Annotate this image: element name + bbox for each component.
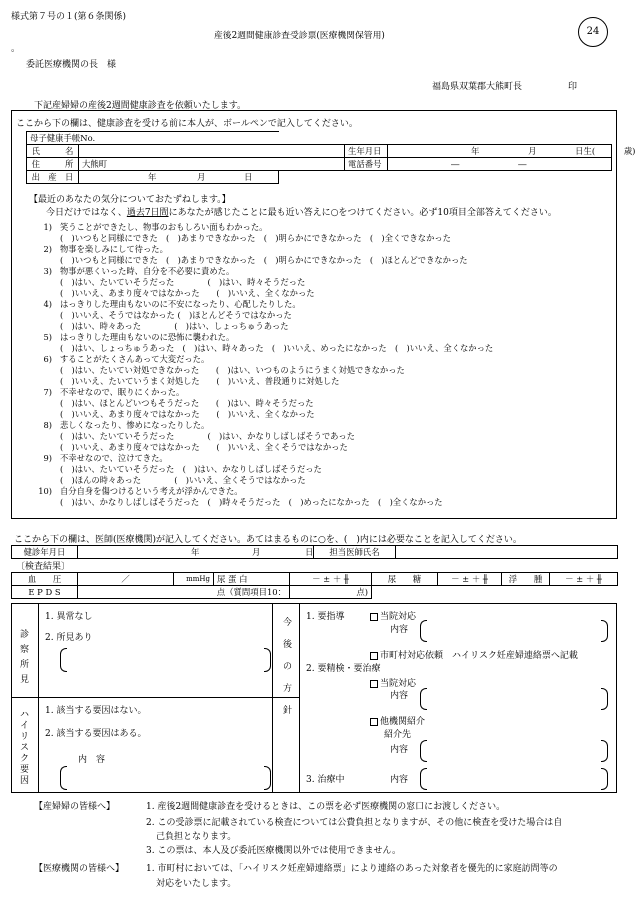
answer-options[interactable]: ( )いいえ、たいていうまく対処した ( )いいえ、普段通りに対処した <box>60 376 340 386</box>
plan-item-3[interactable]: 3. 治療中 <box>306 775 345 785</box>
question-text: 物事が悪くいった時、自分を不必要に責めた。 <box>60 266 235 276</box>
answer-options[interactable]: ( )ほんの時々あった ( )いいえ、全くそうではなかった <box>60 475 306 485</box>
plan-item-1[interactable]: 1. 要指導 <box>306 612 345 622</box>
mother-instruction: ここから下の欄は、健康診査を受ける前に本人が、ボールペンで記入してください。 <box>16 119 358 129</box>
handbook-label: 母子健康手帳No. <box>27 132 279 145</box>
name-field[interactable] <box>79 145 345 158</box>
question-text: 自分自身を傷つけるという考えが浮かんできた。 <box>60 486 243 496</box>
question-text: はっきりした理由もないのに不安になったり、心配したりした。 <box>60 299 301 309</box>
epds-points-field[interactable]: 点（質問項目10： <box>78 586 290 599</box>
exam-date-label: 健診年月日 <box>12 546 78 559</box>
exam-date-field[interactable]: 年 月 日 <box>78 546 314 559</box>
findings-item-2[interactable]: 2. 所見あり <box>45 633 93 643</box>
findings-bracket-left <box>60 648 67 672</box>
plan-content-label-1: 内容 <box>390 625 409 635</box>
seal-mark: 印 <box>568 82 578 92</box>
question-text: 悲しくなったり、惨めになったりした。 <box>60 420 210 430</box>
question-8 <box>43 420 493 453</box>
address-field[interactable]: 大熊町 <box>79 158 345 171</box>
birthdate-label: 生年月日 <box>345 145 388 158</box>
checkbox-icon <box>370 613 378 621</box>
form-title: 産後2週間健康診査受診票(医療機関保管用) <box>214 31 385 41</box>
page-number-circle: 24 <box>578 17 608 47</box>
plan-content-label-2: 内容 <box>390 691 409 701</box>
issuer-name: 福島県双葉郡大熊町長 <box>432 82 523 92</box>
mothers-note-2b: 己負担となります。 <box>156 832 237 842</box>
addressee: 委託医療機関の長 様 <box>26 60 117 70</box>
question-number: 2) <box>43 244 52 254</box>
answer-options[interactable]: ( )はい、ほとんどいつもそうだった ( )はい、時々そうだった <box>60 398 314 408</box>
bp-field[interactable]: ／ <box>78 573 174 586</box>
doctor-name-field[interactable] <box>396 546 618 559</box>
checkbox-icon <box>370 718 378 726</box>
plan-content-label-4: 内容 <box>390 775 409 785</box>
question-4 <box>43 299 493 332</box>
epds-instruction: 今日だけではなく、過去7日間にあなたが感じたことに最も近い答えに○をつけてください。必ず10項目全部答えてください。 <box>46 208 557 218</box>
question-number: 4) <box>43 299 52 309</box>
clinics-note-1b: 対応をいたします。 <box>156 879 237 889</box>
plan-referral-label: 紹介先 <box>384 730 412 740</box>
answer-options[interactable]: ( )はい、たいてい対処できなかった ( )はい、いつものようにうまく対処できなかった <box>60 365 405 375</box>
question-number: 1) <box>43 222 52 232</box>
highrisk-content-label: 内 容 <box>78 755 106 765</box>
mothers-note-2a: 2. この受診票に記載されている検査については公費負担となりますが、その他に検査を受けた場合は自 <box>146 818 563 828</box>
bp-label: 血 圧 <box>12 573 78 586</box>
answer-options[interactable]: ( )はい、たいていそうだった ( )はい、時々そうだった <box>60 277 306 287</box>
question-7 <box>43 387 493 420</box>
doctor-exam-table <box>11 545 618 559</box>
protein-scale[interactable]: － ± ＋ ╫ <box>290 573 372 586</box>
plan-item-2[interactable]: 2. 要精検・要治療 <box>306 664 381 674</box>
answer-options[interactable]: ( )いつもと同様にできた ( )あまりできなかった ( )明らかにできなかった ( )ほとんどできなかった <box>60 255 468 265</box>
edema-label: 浮 腫 <box>502 573 550 586</box>
highrisk-label: ハイリスク要因 <box>20 710 30 786</box>
highrisk-item-1[interactable]: 1. 該当する要因はない。 <box>45 706 147 716</box>
highrisk-item-2[interactable]: 2. 該当する要因はある。 <box>45 729 147 739</box>
epds-q10-field[interactable]: 点) <box>290 586 372 599</box>
mothers-note-3: 3. この票は、本人及び委託医療機関以外では使用できません。 <box>146 846 401 856</box>
question-5 <box>43 332 494 354</box>
findings-label: 診察所見 <box>20 630 30 685</box>
plan-content-label-3: 内容 <box>390 745 409 755</box>
question-text: 不幸せなので、泣けてきた。 <box>60 453 168 463</box>
question-1 <box>43 222 493 244</box>
question-10 <box>38 486 493 508</box>
clinics-notes-heading: 【医療機関の皆様へ】 <box>34 864 125 874</box>
question-number: 10) <box>38 486 52 496</box>
findings-bracket-right <box>264 648 271 672</box>
mothers-notes-heading: 【産婦婦の皆様へ】 <box>34 802 116 812</box>
highrisk-bracket-left <box>60 766 67 790</box>
answer-options[interactable]: ( )はい、時々あった ( )はい、しょっちゅうあった <box>60 321 289 331</box>
question-2 <box>43 244 493 266</box>
question-9 <box>43 453 493 486</box>
question-number: 5) <box>43 332 52 342</box>
small-mark: 。 <box>11 44 21 54</box>
question-number: 7) <box>43 387 52 397</box>
mother-info-table <box>26 131 635 184</box>
question-text: 不幸せなので、眠りにくかった。 <box>60 387 185 397</box>
sugar-scale[interactable]: － ± ＋ ╫ <box>438 573 502 586</box>
edema-scale[interactable]: － ± ＋ ╫ <box>550 573 618 586</box>
question-6 <box>43 354 493 387</box>
doctor-instruction: ここから下の欄は、医師(医療機関)が記入してください。あてはまるものに○を、( )内には必要なことを記入してください。 <box>14 535 522 545</box>
answer-options[interactable]: ( )いいえ、あまり度々ではなかった ( )いいえ、全くなかった <box>60 288 315 298</box>
question-text: はっきりした理由もないのに恐怖に襲われた。 <box>60 332 235 342</box>
clinics-note-1a: 1. 市町村においては、「ハイリスク妊産婦連絡票」により連絡のあった対象者を優先的に家庭訪問等の <box>146 864 558 874</box>
mothers-note-1: 1. 産後2週間健康診査を受けるときは、この票を必ず医療機関の窓口にお渡しください。 <box>146 802 506 812</box>
question-text: することがたくさんあって大変だった。 <box>60 354 210 364</box>
highrisk-bracket-right <box>264 766 271 790</box>
checkbox-icon <box>370 680 378 688</box>
test-results-table <box>11 572 618 599</box>
question-number: 9) <box>43 453 52 463</box>
epds-heading: 【最近のあなたの気分についておたずねします。】 <box>29 195 231 205</box>
epds-label: E P D S <box>12 586 78 599</box>
answer-options[interactable]: ( )いいえ、あまり度々ではなかった ( )いいえ、全くなかった <box>60 409 315 419</box>
plan-other-checkbox[interactable]: 他機関紹介 <box>370 714 425 727</box>
doctor-name-label: 担当医師氏名 <box>314 546 396 559</box>
phone-label: 電話番号 <box>345 158 388 171</box>
answer-options[interactable]: ( )いいえ、そうではなかった ( )ほとんどそうではなかった <box>60 310 292 320</box>
question-3 <box>43 266 493 299</box>
question-number: 3) <box>43 266 52 276</box>
request-line: 下記産婦婦の産後2週間健康診査を依頼いたします。 <box>34 101 247 111</box>
delivery-date-field[interactable]: 年 月 日 <box>79 171 279 184</box>
question-text: 物事を楽しみにして待った。 <box>60 244 168 254</box>
question-text: 笑うことができたし、物事のおもしろい面もわかった。 <box>60 222 268 232</box>
answer-options[interactable]: ( )はい、たいていそうだった ( )はい、かなりしばしばそうだった <box>60 464 322 474</box>
delivery-date-label: 出 産 日 <box>27 171 79 184</box>
answer-options[interactable]: ( )はい、しょっちゅうあった ( )はい、時々あった ( )いいえ、めったになかった ( )いいえ、全くなかった <box>60 343 494 353</box>
answer-options[interactable]: ( )はい、たいていそうだった ( )はい、かなりしばしばそうであった <box>60 431 355 441</box>
protein-label: 尿 蛋 白 <box>214 573 290 586</box>
phone-field[interactable]: ― ― <box>388 158 612 171</box>
answer-options[interactable]: ( )いいえ、あまり度々ではなかった ( )いいえ、全くそうではなかった <box>60 442 348 452</box>
question-number: 6) <box>43 354 52 364</box>
form-number: 様式第７号の１(第６条関係) <box>11 12 127 22</box>
question-number: 8) <box>43 420 52 430</box>
checkbox-icon <box>370 652 378 660</box>
questionnaire <box>38 222 494 508</box>
sugar-label: 尿 糖 <box>372 573 438 586</box>
plan-city-checkbox[interactable]: 市町村対応依頼 ハイリスク妊産婦連絡票へ記載 <box>370 648 578 661</box>
birthdate-field[interactable]: 年 月 日生( 歳) <box>388 145 612 158</box>
plan-label: 今後の方針 <box>283 618 293 716</box>
results-heading: 〔検査結果〕 <box>16 562 71 572</box>
name-label: 氏 名 <box>27 145 79 158</box>
address-label: 住 所 <box>27 158 79 171</box>
answer-options[interactable]: ( )いつもと同様にできた ( )あまりできなかった ( )明らかにできなかった ( )全くできなかった <box>60 233 451 243</box>
bp-unit: mmHg <box>174 573 214 586</box>
plan-clinic2-checkbox[interactable]: 当院対応 <box>370 676 416 689</box>
plan-clinic-checkbox[interactable]: 当院対応 <box>370 609 416 622</box>
findings-item-1[interactable]: 1. 異常なし <box>45 612 93 622</box>
answer-options[interactable]: ( )はい、かなりしばしばそうだった ( )時々そうだった ( )めったになかった ( )全くなかった <box>60 497 443 507</box>
